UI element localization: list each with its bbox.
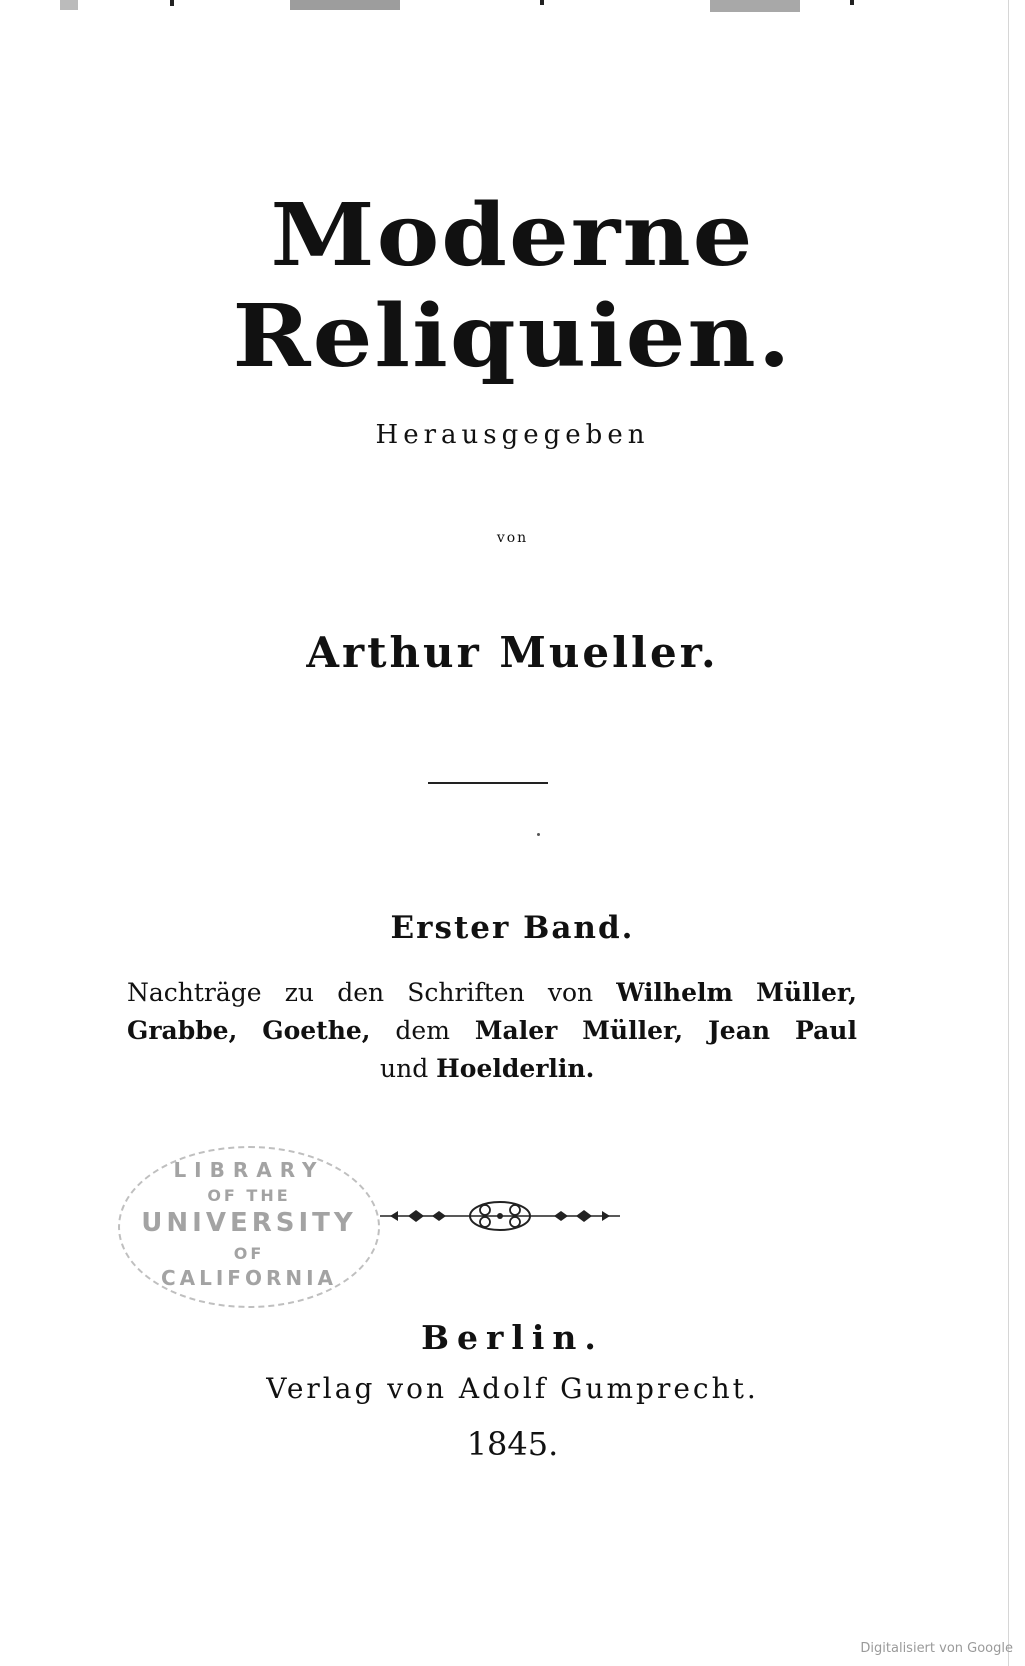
by-label: von bbox=[496, 530, 529, 546]
description-line-2 bbox=[127, 1016, 857, 1045]
stamp-text: LIBRARY bbox=[173, 1158, 325, 1182]
desc-word: den bbox=[337, 978, 385, 1007]
desc-word: Grabbe, bbox=[127, 1016, 238, 1045]
desc-word: Paul bbox=[794, 1016, 857, 1045]
book-title: Moderne Reliquien. bbox=[232, 184, 793, 388]
decorative-ornament bbox=[380, 1196, 620, 1236]
divider-rule bbox=[428, 782, 548, 784]
desc-word: von bbox=[547, 978, 594, 1007]
desc-word: Müller, bbox=[582, 1016, 684, 1045]
stamp-text: OF THE bbox=[207, 1186, 291, 1205]
desc-word: dem bbox=[395, 1016, 450, 1045]
publication-city: Berlin. bbox=[421, 1318, 604, 1357]
google-watermark: Digitalisiert von Google bbox=[860, 1641, 1013, 1656]
edited-by-label: Herausgegeben bbox=[375, 420, 650, 450]
desc-word: Jean bbox=[707, 1016, 771, 1045]
publisher: Verlag von Adolf Gumprecht. bbox=[266, 1372, 759, 1405]
desc-word: Maler bbox=[474, 1016, 558, 1045]
page-edge-line bbox=[1008, 0, 1009, 1666]
desc-word: Müller, bbox=[756, 978, 857, 1007]
publication-year: 1845. bbox=[466, 1425, 559, 1463]
desc-word: Wilhelm bbox=[616, 978, 733, 1007]
desc-word: Schriften bbox=[407, 978, 525, 1007]
stamp-text: UNIVERSITY bbox=[141, 1208, 357, 1238]
volume-title: Erster Band. bbox=[390, 910, 635, 946]
desc-word: Nachträge bbox=[127, 978, 262, 1007]
desc-word: und bbox=[380, 1054, 429, 1083]
speck bbox=[537, 833, 540, 836]
desc-word: Hoelderlin. bbox=[436, 1054, 595, 1083]
desc-word: zu bbox=[284, 978, 315, 1007]
scan-edge-marks bbox=[60, 0, 880, 14]
description-line-3 bbox=[380, 1054, 680, 1083]
stamp-text: CALIFORNIA bbox=[160, 1266, 338, 1290]
desc-word: Goethe, bbox=[262, 1016, 371, 1045]
library-stamp bbox=[118, 1146, 380, 1308]
stamp-text: OF bbox=[233, 1244, 265, 1263]
description-line-1 bbox=[127, 978, 857, 1007]
author-name: Arthur Mueller. bbox=[306, 628, 719, 677]
